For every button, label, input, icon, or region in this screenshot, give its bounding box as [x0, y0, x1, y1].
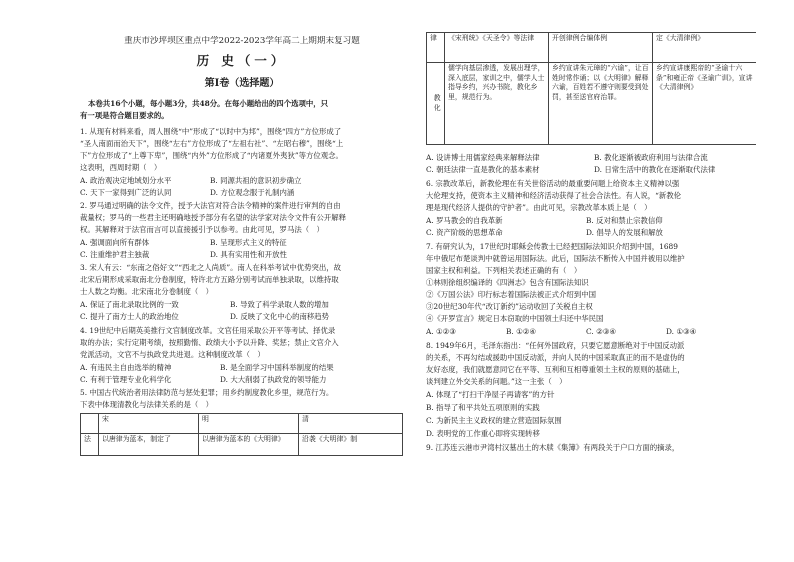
table-cell: 《宋刑统》《天圣令》等法律 [445, 33, 549, 63]
table-cell: 乡约宣讲康熙帝的“圣谕十六条”和雍正帝《圣谕广训》，宣讲《大清律例》 [653, 63, 757, 145]
q3-option-b: B. 导致了科学录取人数的增加 [230, 300, 329, 309]
question-8-line: 8. 1949年6月，毛泽东指出：“任何外国政府，只要它愿意断绝对于中国反动派 [426, 341, 685, 350]
question-1-line: 这表明，西周时期（ ） [80, 163, 162, 172]
table-row-label: 教化 [427, 63, 445, 145]
question-2-line: 裁量权；罗马的一些君主还明确地授予部分有名望的法学家对法令文件有公开解释 [80, 213, 347, 222]
question-1-line: 1. 从现有材料来看，周人围绕“中”形成了“以时中为邦”，围绕“四方”方位形成了 [80, 127, 342, 136]
q6-option-a: A. 罗马教会的自我革新 [426, 216, 503, 225]
q7-option-b: B. ①②④ [506, 327, 537, 336]
question-1-line: 下”方位形成了“上尊下卑”，围绕“内外”方位形成了“内诸夏外夷狄”等方位观念。 [80, 151, 343, 160]
q5-option-c: C. 朝廷法律一直是教化的基本素材 [426, 165, 540, 174]
section-title: 第Ⅰ卷（选择题） [204, 78, 280, 89]
q5-table [80, 413, 403, 456]
q1-option-b: B. 同源共祖的意识初步确立 [210, 176, 302, 185]
instructions-line-2: 有一项是符合题目要求的。 [80, 111, 169, 120]
q8-option-a: A. 体现了“打扫干净屋子再请客”的方针 [426, 390, 555, 399]
q4-option-d: D. 大大削弱了执政党的领导能力 [220, 375, 327, 384]
table-cell: 开创律例合编体例 [549, 33, 653, 63]
q5-option-a: A. 设讲博士用儒家经典来解释法律 [426, 153, 540, 162]
q1-option-c: C. 天下一家得到广泛的认同 [80, 188, 172, 197]
table-cell: 沿袭《大明律》制 [299, 434, 403, 456]
q6-option-b: B. 反对和禁止宗教信仰 [586, 216, 663, 225]
q8-option-b: B. 指导了和平共处五项原则的实践 [426, 403, 540, 412]
question-7-line: 年中俄尼布楚谈判中就曾运用国际法。此后，国际法不断传入中国并被用以维护 [426, 254, 685, 263]
question-8-line: 友好态度，我们就愿意同它在平等、互利和互相尊重领土主权的原则的基础上， [426, 365, 685, 374]
q7-option-c: C. ②③④ [586, 327, 616, 336]
q5-table-continued [426, 32, 756, 145]
question-4-line: 党派活动，文官不与执政党共进退。这种制度改革（ ） [80, 350, 265, 359]
q8-option-d: D. 表明党的工作重心即将实现转移 [426, 429, 540, 438]
instructions-line-1: 本卷共16个小题，每小题3分，共48分。在每小题给出的四个选项中，只 [88, 99, 329, 108]
question-5-line: 下表中体现清教化与法律关系的是（ ） [80, 400, 214, 409]
question-4-line: 4. 19世纪中后期英美推行文官制度改革。文官任用采取公开平等考试、择优录 [80, 326, 336, 335]
question-6-line: 大伦理支持，使资本主义精神和经济活动获得了社会合法性。有人说，“新教伦 [426, 191, 682, 200]
question-6-line: 理是现代经济人提供的守护者”。由此可见，宗教改革本质上是（ ） [426, 203, 652, 212]
q2-option-d: D. 具有实用性和开放性 [210, 250, 287, 259]
question-7-statement: ①林则徐组织编译的《四洲志》包含有国际法知识 [426, 278, 589, 287]
table-cell: 以唐律为蓝本的《大明律》 [199, 434, 299, 456]
q3-option-c: C. 提升了南方士人的政治地位 [80, 312, 179, 321]
right-column [426, 0, 756, 562]
table-corner-cell [81, 414, 99, 434]
q4-option-c: C. 有利于管理专业化科学化 [80, 375, 172, 384]
question-3-line: 3. 宋人有云：“东南之俗好文”“西北之人尚质”。南人在科举考试中优势突出，故 [80, 263, 342, 272]
q4-option-a: A. 有违民主自由选举的精神 [80, 363, 172, 372]
question-6-line: 6. 宗教改革后，新教伦理在有关世俗活动的最重要问题上给资本主义精神以强 [426, 179, 680, 188]
q5-option-b: B. 教化逐渐被政府利用与法律合流 [594, 153, 708, 162]
table-cell: 儒学向基层渗透，发展出理学，深入底层，家训之中，儒学人士指导乡约，兴办书院，教化乡里，规范行为。 [445, 63, 549, 145]
question-8-line: 的关系，不再勾结或援助中国反动派，并向人民的中国采取真正的而不是虚伪的 [426, 353, 685, 362]
table-cell: 以唐律为蓝本，制定了 [99, 434, 199, 456]
question-4-line: 取的办法；实行定期考绩，按照勤惰、政绩大小予以升降、奖惩；禁止文官介入 [80, 338, 339, 347]
q7-option-a: A. ①②③ [426, 327, 456, 336]
question-7-line: 国家主权和利益。下列相关表述正确的有（ ） [426, 266, 582, 275]
q1-option-a: A. 政治观决定地域划分水平 [80, 176, 172, 185]
table-row-label: 法 [81, 434, 99, 456]
page-title: 历 史（一） [196, 53, 288, 68]
table-header-cell: 宋 [99, 414, 199, 434]
question-7-line: 7. 有研究认为，17世纪时耶稣会传教士已经把国际法知识介绍到中国，1689 [426, 242, 678, 251]
question-2-line: 权。其解释对于法官而言可以直接援引予以参考。由此可见，罗马法（ ） [80, 225, 324, 234]
question-9-line: 9. 江苏连云港市尹湾村汉墓出土的木牍《集簿》有两段关于户口方面的摘录， [426, 443, 680, 452]
question-7-statement: ③20世纪30年代“改订新约”运动收回了关税自主权 [426, 302, 593, 311]
left-column [80, 0, 404, 562]
question-3-line: 士人数之均衡。北宋南北分卷制度（ ） [80, 287, 214, 296]
exam-header: 重庆市沙坪坝区重点中学2022-2023学年高二上期期末复习题 [124, 36, 360, 46]
question-8-line: 谈判建立外交关系的问题。”这一主张（ ） [426, 377, 567, 386]
table-header-cell: 明 [199, 414, 299, 434]
question-7-statement: ②《万国公法》印行标志着国际法被正式介绍到中国 [426, 290, 596, 299]
question-3-line: 北宋后期形成采取南北分卷制度，特许北方五路分别考试而单独录取，以维持取 [80, 275, 339, 284]
question-1-line: “圣人南面而治天下”，围绕“左右”方位形成了“左祖右社”、“左昭右穆”，围绕“上 [80, 139, 344, 148]
q7-option-d: D. ①③④ [666, 327, 697, 336]
question-7-statement: ④《开罗宣言》规定日本窃取的中国领土归还中华民国 [426, 314, 604, 323]
q3-option-a: A. 保证了南北录取比例的一致 [80, 300, 179, 309]
table-cell: 乡约宣讲朱元璋的“六谕”，让百姓时常作诵；以《大明律》解释六谕，百姓若不遵守则要受到处罚，甚至送官府治罪。 [549, 63, 653, 145]
table-cell: 定《大清律例》 [653, 33, 757, 63]
q5-option-d: D. 日常生活中的教化在逐渐取代法律 [594, 165, 716, 174]
q6-option-d: D. 倡导人的发展和解放 [586, 228, 663, 237]
table-row-label: 律 [427, 33, 445, 63]
table-header-cell: 清 [299, 414, 403, 434]
q6-option-c: C. 资产阶级的思想革命 [426, 228, 503, 237]
q1-option-d: D. 方位观念服于礼制内涵 [210, 188, 295, 197]
question-5-line: 5. 中国古代统治者用法律防范与惩处犯罪；用乡约制度教化乡里，规范行为。 [80, 388, 334, 397]
q8-option-c: C. 为新民主主义政权的建立营造国际氛围 [426, 416, 562, 425]
q2-option-b: B. 呈现形式主义的特征 [210, 238, 287, 247]
question-2-line: 2. 罗马通过明确的法令文件，授予大法官对符合法令精神的案件进行审判的自由 [80, 201, 341, 210]
q2-option-a: A. 强调面向所有群体 [80, 238, 150, 247]
q3-option-d: D. 反映了文化中心的南移趋势 [230, 312, 330, 321]
q4-option-b: B. 是全面学习中国科举制度的结果 [220, 363, 334, 372]
q2-option-c: C. 注重维护君主独裁 [80, 250, 150, 259]
